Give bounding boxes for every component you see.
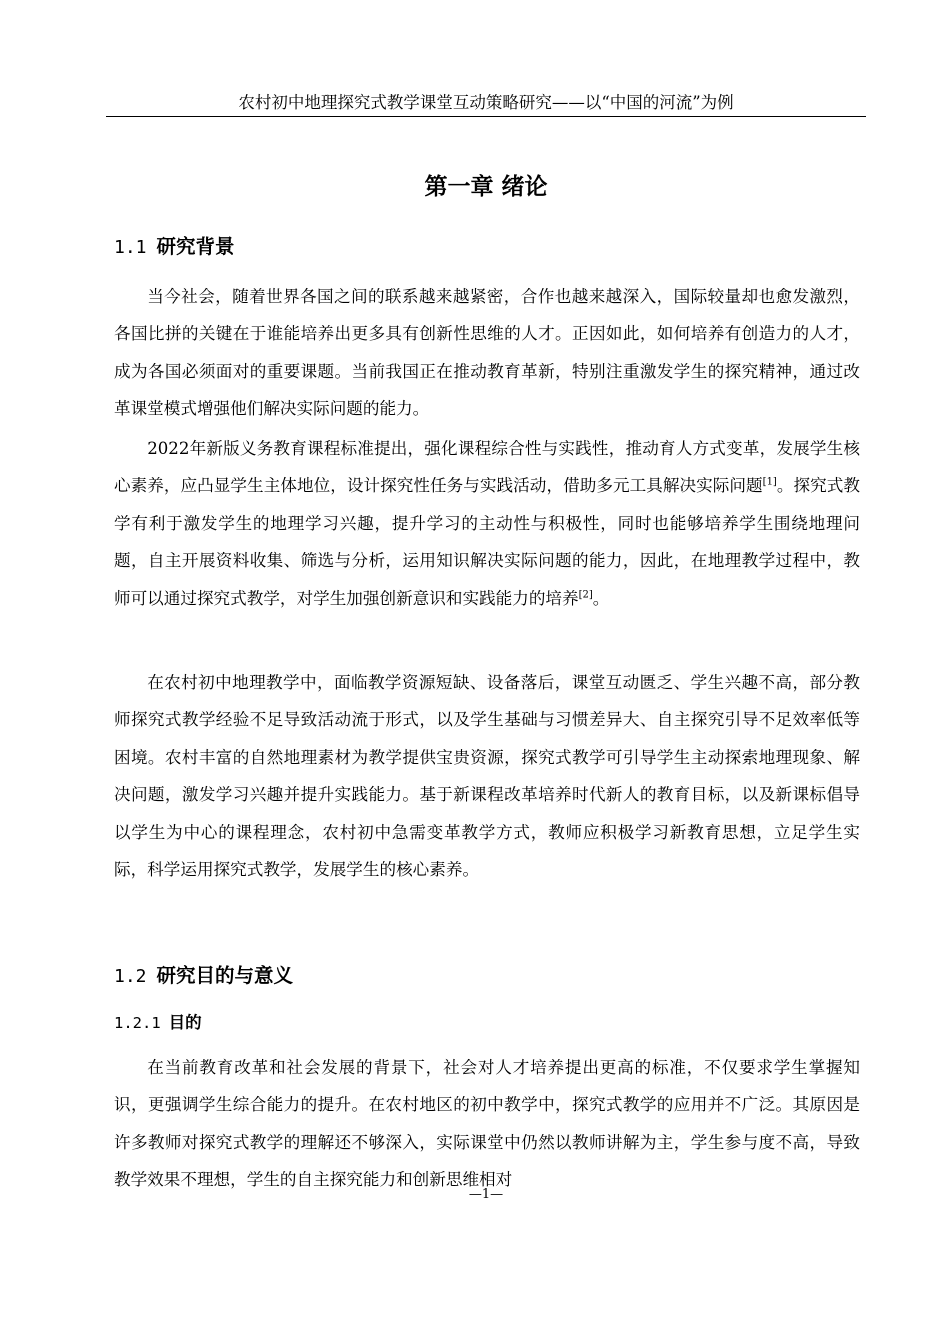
paragraph-text: 。探究式教学有利于激发学生的地理学习兴趣，提升学习的主动性与积极性，同时也能够培养学生围绕地理问题，自主开展资料收集、筛选与分析，运用知识解决实际问题的能力，因此，在地理教学过程中，教师可以通过探究式教学，对学生加强创新意识和实践能力的培养 xyxy=(114,476,861,608)
subsection-heading-1-2-1 xyxy=(114,1011,202,1035)
page-number: —1— xyxy=(468,1187,504,1202)
citation-ref: [1] xyxy=(762,476,777,488)
paragraph-background-1: 当今社会，随着世界各国之间的联系越来越紧密，合作也越来越深入，国际较量却也愈发激烈，各国比拼的关键在于谁能培养出更多具有创新性思维的人才。正因如此，如何培养有创造力的人才，成为各国必须面对的重要课题。当前我国正在推动教育革新，特别注重激发学生的探究精神，通过改革课堂模式增强他们解决实际问题的能力。 xyxy=(114,287,860,419)
paragraph-text: 。 xyxy=(592,588,610,608)
section-heading-1-2 xyxy=(114,962,293,991)
paragraph-background-2 xyxy=(114,430,860,617)
paragraph-background-3: 在农村初中地理教学中，面临教学资源短缺、设备落后，课堂互动匮乏、学生兴趣不高，部分教师探究式教学经验不足导致活动流于形式，以及学生基础与习惯差异大、自主探究引导不足效率低等困境。农村丰富的自然地理素材为教学提供宝贵资源，探究式教学可引导学生主动探索地理现象、解决问题，激发学习兴趣并提升实践能力。基于新课程改革培养时代新人的教育目标，以及新课标倡导以学生为中心的课程理念，农村初中急需变革教学方式，教师应积极学习新教育思想，立足学生实际，科学运用探究式教学，发展学生的核心素养。 xyxy=(114,673,860,880)
paragraph-purpose: 在当前教育改革和社会发展的背景下，社会对人才培养提出更高的标准，不仅要求学生掌握知识，更强调学生综合能力的提升。在农村地区的初中教学中，探究式教学的应用并不广泛。其原因是许多教师对探究式教学的理解还不够深入，实际课堂中仍然以教师讲解为主，学生参与度不高，导致教学效果不理想，学生的自主探究能力和创新思维相对 xyxy=(114,1058,860,1190)
chapter-title: 第一章 绪论 xyxy=(424,174,548,200)
section-number: 1.2 xyxy=(114,966,147,987)
subsection-number: 1.2.1 xyxy=(114,1014,161,1032)
section-number: 1.1 xyxy=(114,237,147,258)
citation-ref: [2] xyxy=(578,589,593,601)
header-rule xyxy=(106,116,866,117)
section-title: 研究目的与意义 xyxy=(156,964,294,987)
paragraph-text: 2022年新版义务教育课程标准提出，强化课程综合性与实践性，推动育人方式变革，发展学生核心素养，应凸显学生主体地位，设计探究性任务与实践活动，借助多元工具解决实际问题 xyxy=(114,439,860,496)
section-heading-1-1 xyxy=(114,233,235,262)
subsection-title: 目的 xyxy=(168,1013,202,1032)
running-header: 农村初中地理探究式教学课堂互动策略研究——以“中国的河流”为例 xyxy=(238,93,734,112)
section-title: 研究背景 xyxy=(156,235,235,258)
